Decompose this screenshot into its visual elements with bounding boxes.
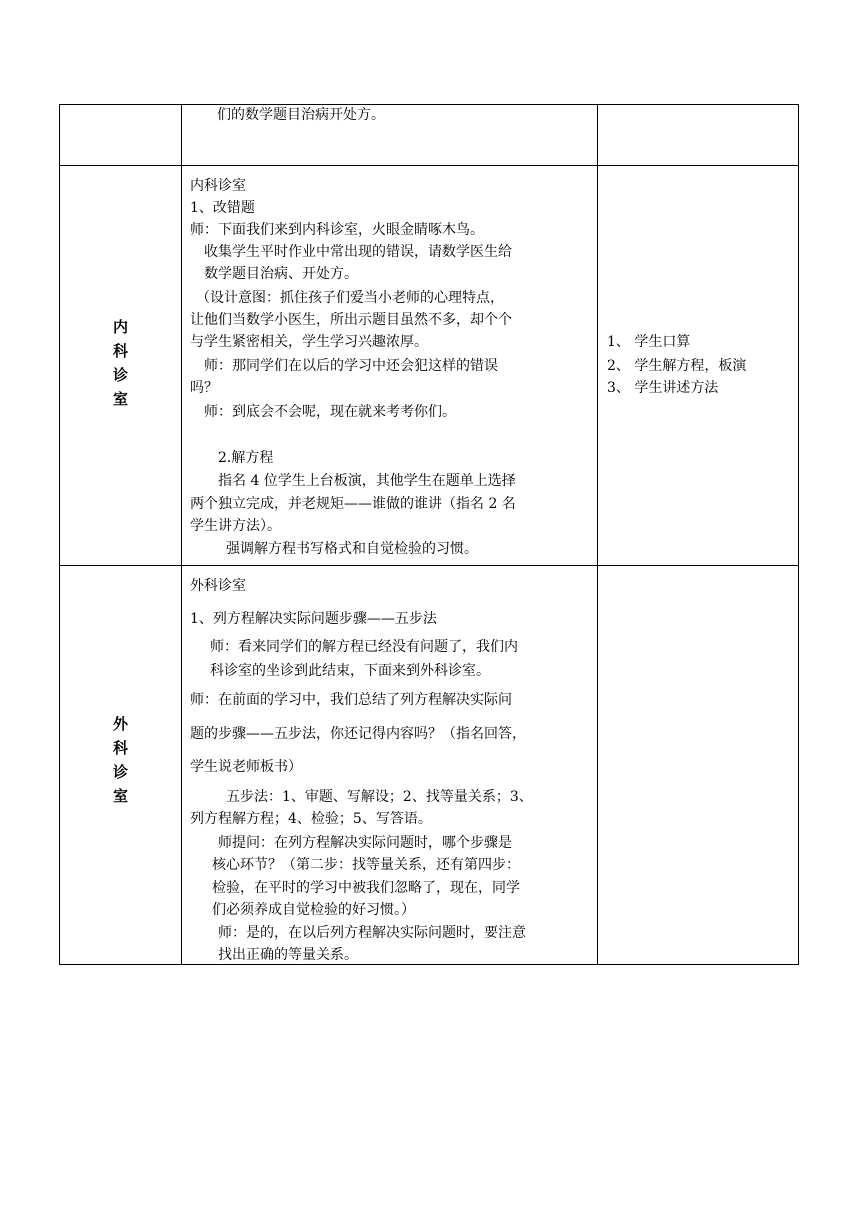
content-cell: [182, 566, 598, 964]
activity-cell: [598, 566, 800, 964]
lesson-plan-table: [59, 104, 799, 965]
content-line: 师：那同学们在以后的学习中还会犯这样的错误: [204, 358, 498, 374]
stage-cell: [60, 566, 182, 964]
content-line: 强调解方程书写格式和自觉检验的习惯。: [226, 541, 478, 557]
activity-item: 3、 学生讲述方法: [607, 380, 719, 396]
content-line: 找出正确的等量关系。: [218, 947, 358, 963]
content-line: 与学生紧密相关，学生学习兴趣浓厚。: [190, 334, 428, 350]
content-line: 吗？: [190, 380, 218, 396]
content-line: 数学题目治病、开处方。: [204, 266, 358, 282]
content-line: 内科诊室: [190, 178, 246, 194]
content-line: 检验，在平时的学习中被我们忽略了，现在，同学: [212, 880, 520, 896]
content-line: 外科诊室: [190, 578, 246, 594]
stage-label-internal: 内 科 诊 室: [112, 318, 128, 408]
content-line: 指名 4 位学生上台板演，其他学生在题单上选择: [218, 473, 516, 489]
activity-item: 1、 学生口算: [607, 334, 691, 350]
content-line: 1、列方程解决实际问题步骤——五步法: [190, 611, 437, 627]
content-line: 1、改错题: [190, 200, 255, 216]
content-line: 师：在前面的学习中，我们总结了列方程解决实际问: [190, 692, 512, 708]
content-line: （设计意图：抓住孩子们爱当小老师的心理特点，: [196, 290, 504, 306]
stage-label-external: 外 科 诊 室: [112, 715, 128, 805]
content-line: 题的步骤——五步法，你还记得内容吗？（指名回答，: [190, 726, 526, 742]
content-line: 2.解方程: [218, 450, 274, 466]
stage-cell: [60, 166, 182, 565]
content-line: 师：下面我们来到内科诊室，火眼金睛啄木鸟。: [190, 222, 484, 238]
content-cell: [182, 166, 598, 565]
activity-cell: [598, 105, 800, 165]
content-line: 师：看来同学们的解方程已经没有问题了，我们内: [210, 639, 518, 655]
content-line: 们必须养成自觉检验的好习惯。）: [212, 902, 415, 918]
table-row: [60, 566, 798, 964]
activity-cell: [598, 166, 800, 565]
content-line: 两个独立完成，并老规矩——谁做的谁讲（指名 2 名: [190, 496, 516, 512]
content-cell: [182, 105, 598, 165]
content-line: 师提问：在列方程解决实际问题时，哪个步骤是: [218, 835, 512, 851]
table-row: [60, 105, 798, 166]
content-line: 学生说老师板书）: [190, 759, 302, 775]
content-line: 五步法：1、审题、写解设；2、找等量关系；3、: [226, 789, 533, 805]
content-line: 学生讲方法）。: [190, 518, 281, 534]
content-line: 核心环节？（第二步：找等量关系，还有第四步：: [212, 857, 520, 873]
content-line: 收集学生平时作业中常出现的错误，请数学医生给: [204, 244, 512, 260]
activity-item: 2、 学生解方程，板演: [607, 358, 747, 374]
content-line: 让他们当数学小医生，所出示题目虽然不多，却个个: [190, 312, 512, 328]
table-row: [60, 166, 798, 566]
content-line: 科诊室的坐诊到此结束，下面来到外科诊室。: [210, 663, 490, 679]
content-line: 师：是的，在以后列方程解决实际问题时，要注意: [218, 925, 526, 941]
content-line: 师：到底会不会呢，现在就来考考你们。: [204, 404, 456, 420]
content-line: 列方程解方程；4、检验；5、写答语。: [190, 811, 432, 827]
content-line: 们的数学题目治病开处方。: [217, 107, 385, 123]
stage-cell: [60, 105, 182, 165]
